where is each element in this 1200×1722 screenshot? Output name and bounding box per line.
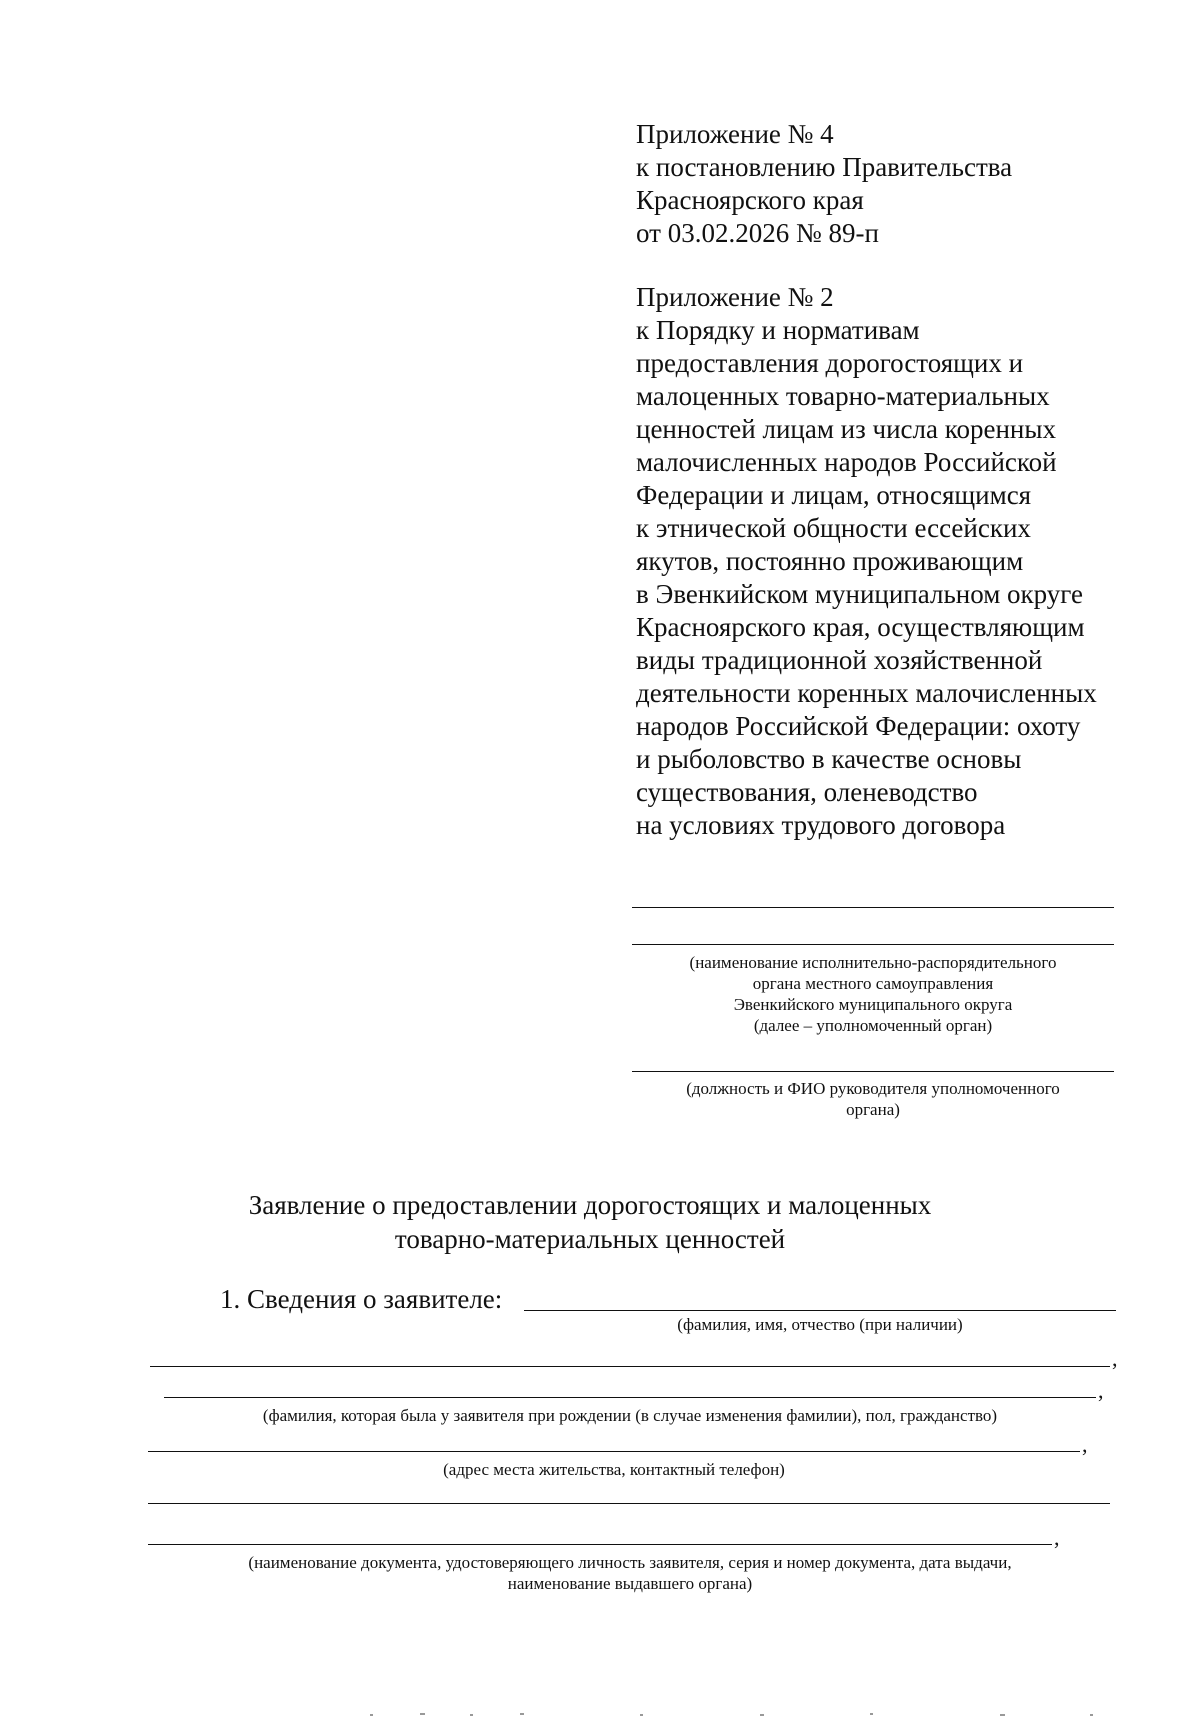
appendix-sub-line: и рыболовство в качестве основы xyxy=(636,744,1022,774)
appendix-sub-line: малоценных товарно-материальных xyxy=(636,381,1050,411)
caption-line: (наименование исполнительно-распорядительного xyxy=(689,953,1057,972)
appendix-main-line: Красноярского края xyxy=(636,185,864,215)
comma-mark: , xyxy=(1098,1378,1104,1403)
caption-line: органа местного самоуправления xyxy=(752,974,994,993)
caption-line: (наименование документа, удостоверяющего личность заявителя, серия и номер документа, дата выдачи, xyxy=(248,1553,1012,1572)
comma-mark: , xyxy=(1112,1346,1118,1371)
recipient-head-line[interactable] xyxy=(632,1071,1114,1072)
appendix-sub-line: в Эвенкийском муниципальном округе xyxy=(636,579,1083,609)
appendix-sub-line: малочисленных народов Российской xyxy=(636,447,1057,477)
appendix-main-line: к постановлению Правительства xyxy=(636,152,1013,182)
appendix-sub-line: существования, оленеводство xyxy=(636,777,978,807)
appendix-sub-line: Федерации и лицам, относящимся xyxy=(636,480,1032,510)
title-line: Заявление о предоставлении дорогостоящих и малоценных xyxy=(248,1190,932,1220)
section1-label: 1. Сведения о заявителе: xyxy=(220,1284,503,1314)
address-caption: (адрес места жительства, контактный телефон) xyxy=(443,1460,785,1479)
caption-line: наименование выдавшего органа) xyxy=(507,1574,753,1593)
scan-artifacts xyxy=(0,1708,1200,1722)
caption-line: Эвенкийского муниципального округа xyxy=(733,995,1013,1014)
recipient-head-caption xyxy=(632,1078,1114,1120)
appendix-sub-line: народов Российской Федерации: охоту xyxy=(636,711,1081,741)
recipient-org-line-1[interactable] xyxy=(632,907,1114,908)
statement-title xyxy=(150,1188,1030,1256)
fio-caption: (фамилия, имя, отчество (при наличии) xyxy=(677,1315,963,1334)
identity-doc-line-2[interactable] xyxy=(148,1544,1052,1545)
appendix-main-header xyxy=(636,118,1156,250)
appendix-sub-line: виды традиционной хозяйственной xyxy=(636,645,1043,675)
identity-doc-caption xyxy=(150,1552,1110,1594)
appendix-sub-line: предоставления дорогостоящих и xyxy=(636,348,1024,378)
caption-line: (должность и ФИО руководителя уполномоченного xyxy=(686,1079,1060,1098)
appendix-sub-line: к Порядку и нормативам xyxy=(636,315,920,345)
fio-input-line[interactable] xyxy=(524,1310,1116,1311)
comma-mark: , xyxy=(1054,1525,1060,1550)
appendix-sub-line: ценностей лицам из числа коренных xyxy=(636,414,1057,444)
recipient-org-line-2[interactable] xyxy=(632,944,1114,945)
appendix-main-line: Приложение № 4 xyxy=(636,119,834,149)
applicant-line-1[interactable] xyxy=(150,1366,1110,1367)
appendix-sub-line: Красноярского края, осуществляющим xyxy=(636,612,1085,642)
birth-caption: (фамилия, которая была у заявителя при рождении (в случае изменения фамилии), пол, гражданство) xyxy=(262,1406,998,1425)
appendix-sub-header xyxy=(636,281,1156,842)
caption-line: органа) xyxy=(846,1100,900,1119)
appendix-sub-line: к этнической общности ессейских xyxy=(636,513,1031,543)
recipient-org-caption xyxy=(632,952,1114,1036)
appendix-sub-line: деятельности коренных малочисленных xyxy=(636,678,1097,708)
identity-doc-line-1[interactable] xyxy=(148,1503,1110,1504)
appendix-sub-line: Приложение № 2 xyxy=(636,282,834,312)
birth-gender-citizenship-line[interactable] xyxy=(164,1397,1096,1398)
comma-mark: , xyxy=(1082,1432,1088,1457)
appendix-main-line: от 03.02.2026 № 89-п xyxy=(636,218,879,248)
appendix-sub-line: на условиях трудового договора xyxy=(636,810,1006,840)
caption-line: (далее – уполномоченный орган) xyxy=(753,1016,993,1035)
appendix-sub-line: якутов, постоянно проживающим xyxy=(636,546,1024,576)
title-line: товарно-материальных ценностей xyxy=(394,1224,786,1254)
address-phone-line[interactable] xyxy=(148,1451,1080,1452)
